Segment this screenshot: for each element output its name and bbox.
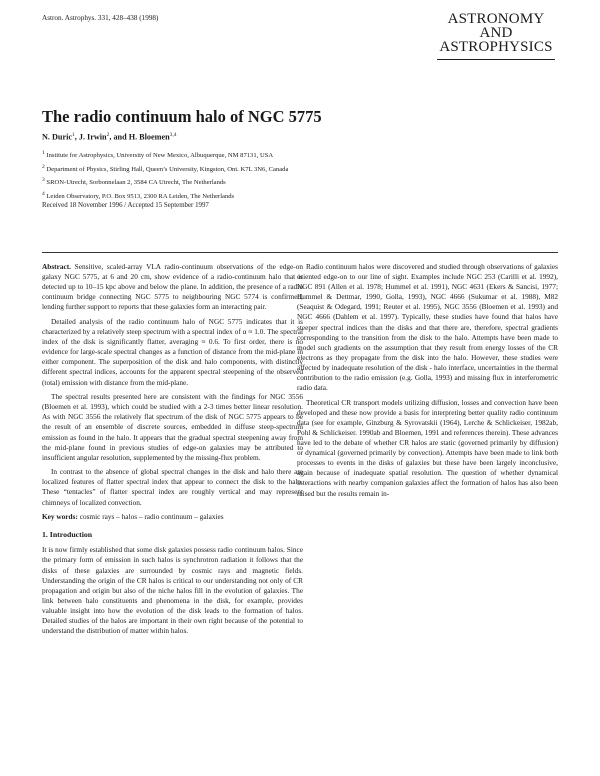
abstract-paragraph: The spectral results presented here are consistent with the findings for NGC 3556 (Bloemen et al. 1993), which could be studied with a 2-3 times better linear resolution. As with NGC 3556 the relatively flat spectrum of the disk of NGC 5775 appears to be the result of an ensemble of discrete sources, embedded in diffuse steep-spectrum emission as found in the halo. It appears that the gradual spectral steepening away from the mid-plane found in previous studies of edge-on galaxies may be attributed to insufficient angular resolution, supplemented by the missing-flux problem. [42, 392, 303, 462]
section-divider [42, 252, 558, 253]
intro-paragraph: It is now firmly established that some disk galaxies possess radio continuum halos. Since the primary form of emission in such halos is synchrotron radiation it follows that the disks of these galaxies are surrounded by cosmic rays and magnetic fields. Understanding the origin of the CR halos is critical to our understanding not only of CR propagation and origin but also of the niche halos fill in the evolution of galaxies. The link between halo constituents and phenomena in the disk, for example, provides valuable insight into how the evolution of the disk leads to the formation of halos. Detailed studies of the halos are important in their own right because of the potential to understand the distribution of matter within halos. [42, 545, 303, 636]
affil-text: Leiden Observatory, P.O. Box 9513, 2300 RA Leiden, The Netherlands [46, 192, 235, 200]
affiliation [42, 189, 288, 203]
journal-reference: Astron. Astrophys. 331, 428–438 (1998) [42, 14, 159, 22]
affil-text: Institute for Astrophysics, University of New Mexico, Albuquerque, NM 87131, USA [46, 152, 274, 160]
paper-title: The radio continuum halo of NGC 5775 [42, 107, 322, 126]
affiliation [42, 148, 288, 162]
keywords [42, 512, 303, 522]
abstract-text: Sensitive, scaled-array VLA radio-continuum observations of the edge-on galaxy NGC 5775, at 6 and 20 cm, show evidence of a radio-continuum halo that is detected up to 10–15 kpc above and below the plane. In addition, the presence of a radio continuum bridge connecting NGC 5775 to neighbouring NGC 5774 is confirmed, lending further support to reports that these galaxies form an interacting pair. [42, 262, 304, 312]
affil-text: Department of Physics, Stirling Hall, Queen’s University, Kingston, Ont. K7L 3N6, Canada [46, 165, 289, 173]
affil-mark: 1 [42, 150, 45, 156]
author-name: H. Bloemen [128, 132, 170, 142]
keywords-text: cosmic rays – halos – radio continuum – galaxies [79, 512, 224, 522]
abstract-label: Abstract. [42, 262, 71, 271]
author-name: N. Duric [42, 132, 73, 142]
brand-line: ASTRONOMY [447, 11, 545, 27]
author-separator: , [74, 132, 79, 142]
affil-mark: 2 [42, 163, 45, 170]
received-dates: Received 18 November 1996 / Accepted 15 September 1997 [42, 202, 209, 209]
affiliation [42, 175, 288, 189]
affiliation-list [42, 148, 288, 202]
author-affil-mark: 2 [106, 132, 110, 138]
abstract-paragraph [42, 262, 303, 312]
left-column [42, 262, 303, 641]
abstract-paragraph: In contrast to the absence of global spectral changes in the disk and halo there are localized features of flatter spectral index that appear to connect the disk to the halo. These “tentacles” of flatter spectral index are roughly vertical and may represent chimneys of localized convection. [42, 467, 303, 507]
section-heading: 1. Introduction [42, 530, 93, 540]
author-name: J. Irwin [78, 132, 107, 142]
keywords-label: Key words: [42, 512, 78, 522]
affiliation [42, 162, 288, 176]
brand-underline [437, 59, 555, 60]
author-affil-mark: 3,4 [169, 132, 177, 138]
intro-paragraph: Theoretical CR transport models utilizing diffusion, losses and convection have been developed and these now provide a basis for interpreting better quality radio continuum data (see for example, Ginzburg & Syrovatskii (1964), Lerche & Schlickeiser, 1982ab, Pohl & Schlickeiser. 1990ab and Bloemen, 1991 and references therein). These advances have led to the debate of whether CR halos are static (governed primarily by diffusion) or dynamical (governed primarily by convection). Attempts have been made to link both processes to events in the disks of galaxies but these have been largely inconclusive, again because of inadequate spatial resolution. The question of whether dynamical interactions with nearby companion galaxies affect the formation of halos has also been raised but the results remain in- [297, 397, 558, 498]
affil-mark: 4 [42, 190, 45, 197]
author-separator: , and [109, 132, 129, 142]
author-list [42, 132, 177, 142]
right-column [297, 262, 558, 503]
journal-brand-logo [437, 12, 555, 54]
author-affil-mark: 1 [72, 132, 75, 138]
brand-line: AND [479, 25, 513, 41]
affil-mark: 3 [42, 177, 45, 184]
abstract-paragraph: Detailed analysis of the radio continuum halo of NGC 5775 indicates that it is characterized by a relatively steep spectrum with a spectral index of α ≈ 1.0. The spectral index of the disk is significantly flatter, averaging ≈ 0.6. To first order, there is no evidence for large-scale spectral changes as a function of distance from the mid-plane in either component. The superposition of the disk and halo components, with distinctly different spectral indices, accounts for the apparent spectral steepening of the observed (total) emission with distance from the mid-plane. [42, 316, 303, 387]
intro-paragraph: Radio continuum halos were discovered and studied through observations of galaxies oriented edge-on to our line of sight. Examples include NGC 253 (Carilli et al. 1992), NGC 891 (Allen et al. 1978; Hummel et al. 1991), NGC 4631 (Ekers & Sancisi, 1977; Hummel & Dettmar, 1990, Golla, 1993), NGC 4666 (Sukumar et al. 1988), M82 (Seaquist & Odegard, 1991; Reuter et al. 1995), NGC 3556 (Bloemen et al. 1993) and NGC 4666 (Dahlem et al. 1997). Typically, these studies have found that halos have steeper spectral indices than the disks and that there are, therefore, spectral gradients corresponding to the transition from the disk to the halo. Attempts have been made to model such gradients on the assumption that they result from energy losses of the CR electrons as they propagate from the disk into the halo. However, these studies were affected by inadequate resolution of the disk - halo interface, uncertainties in the thermal contribution to the radio emission (e.g. Golla, 1993) and missing flux in interferometric radio data. [297, 262, 558, 393]
brand-line: ASTROPHYSICS [439, 39, 553, 55]
affil-text: SRON-Utrecht, Sorbonnelaan 2, 3584 CA Utrecht, The Netherlands [46, 179, 226, 187]
